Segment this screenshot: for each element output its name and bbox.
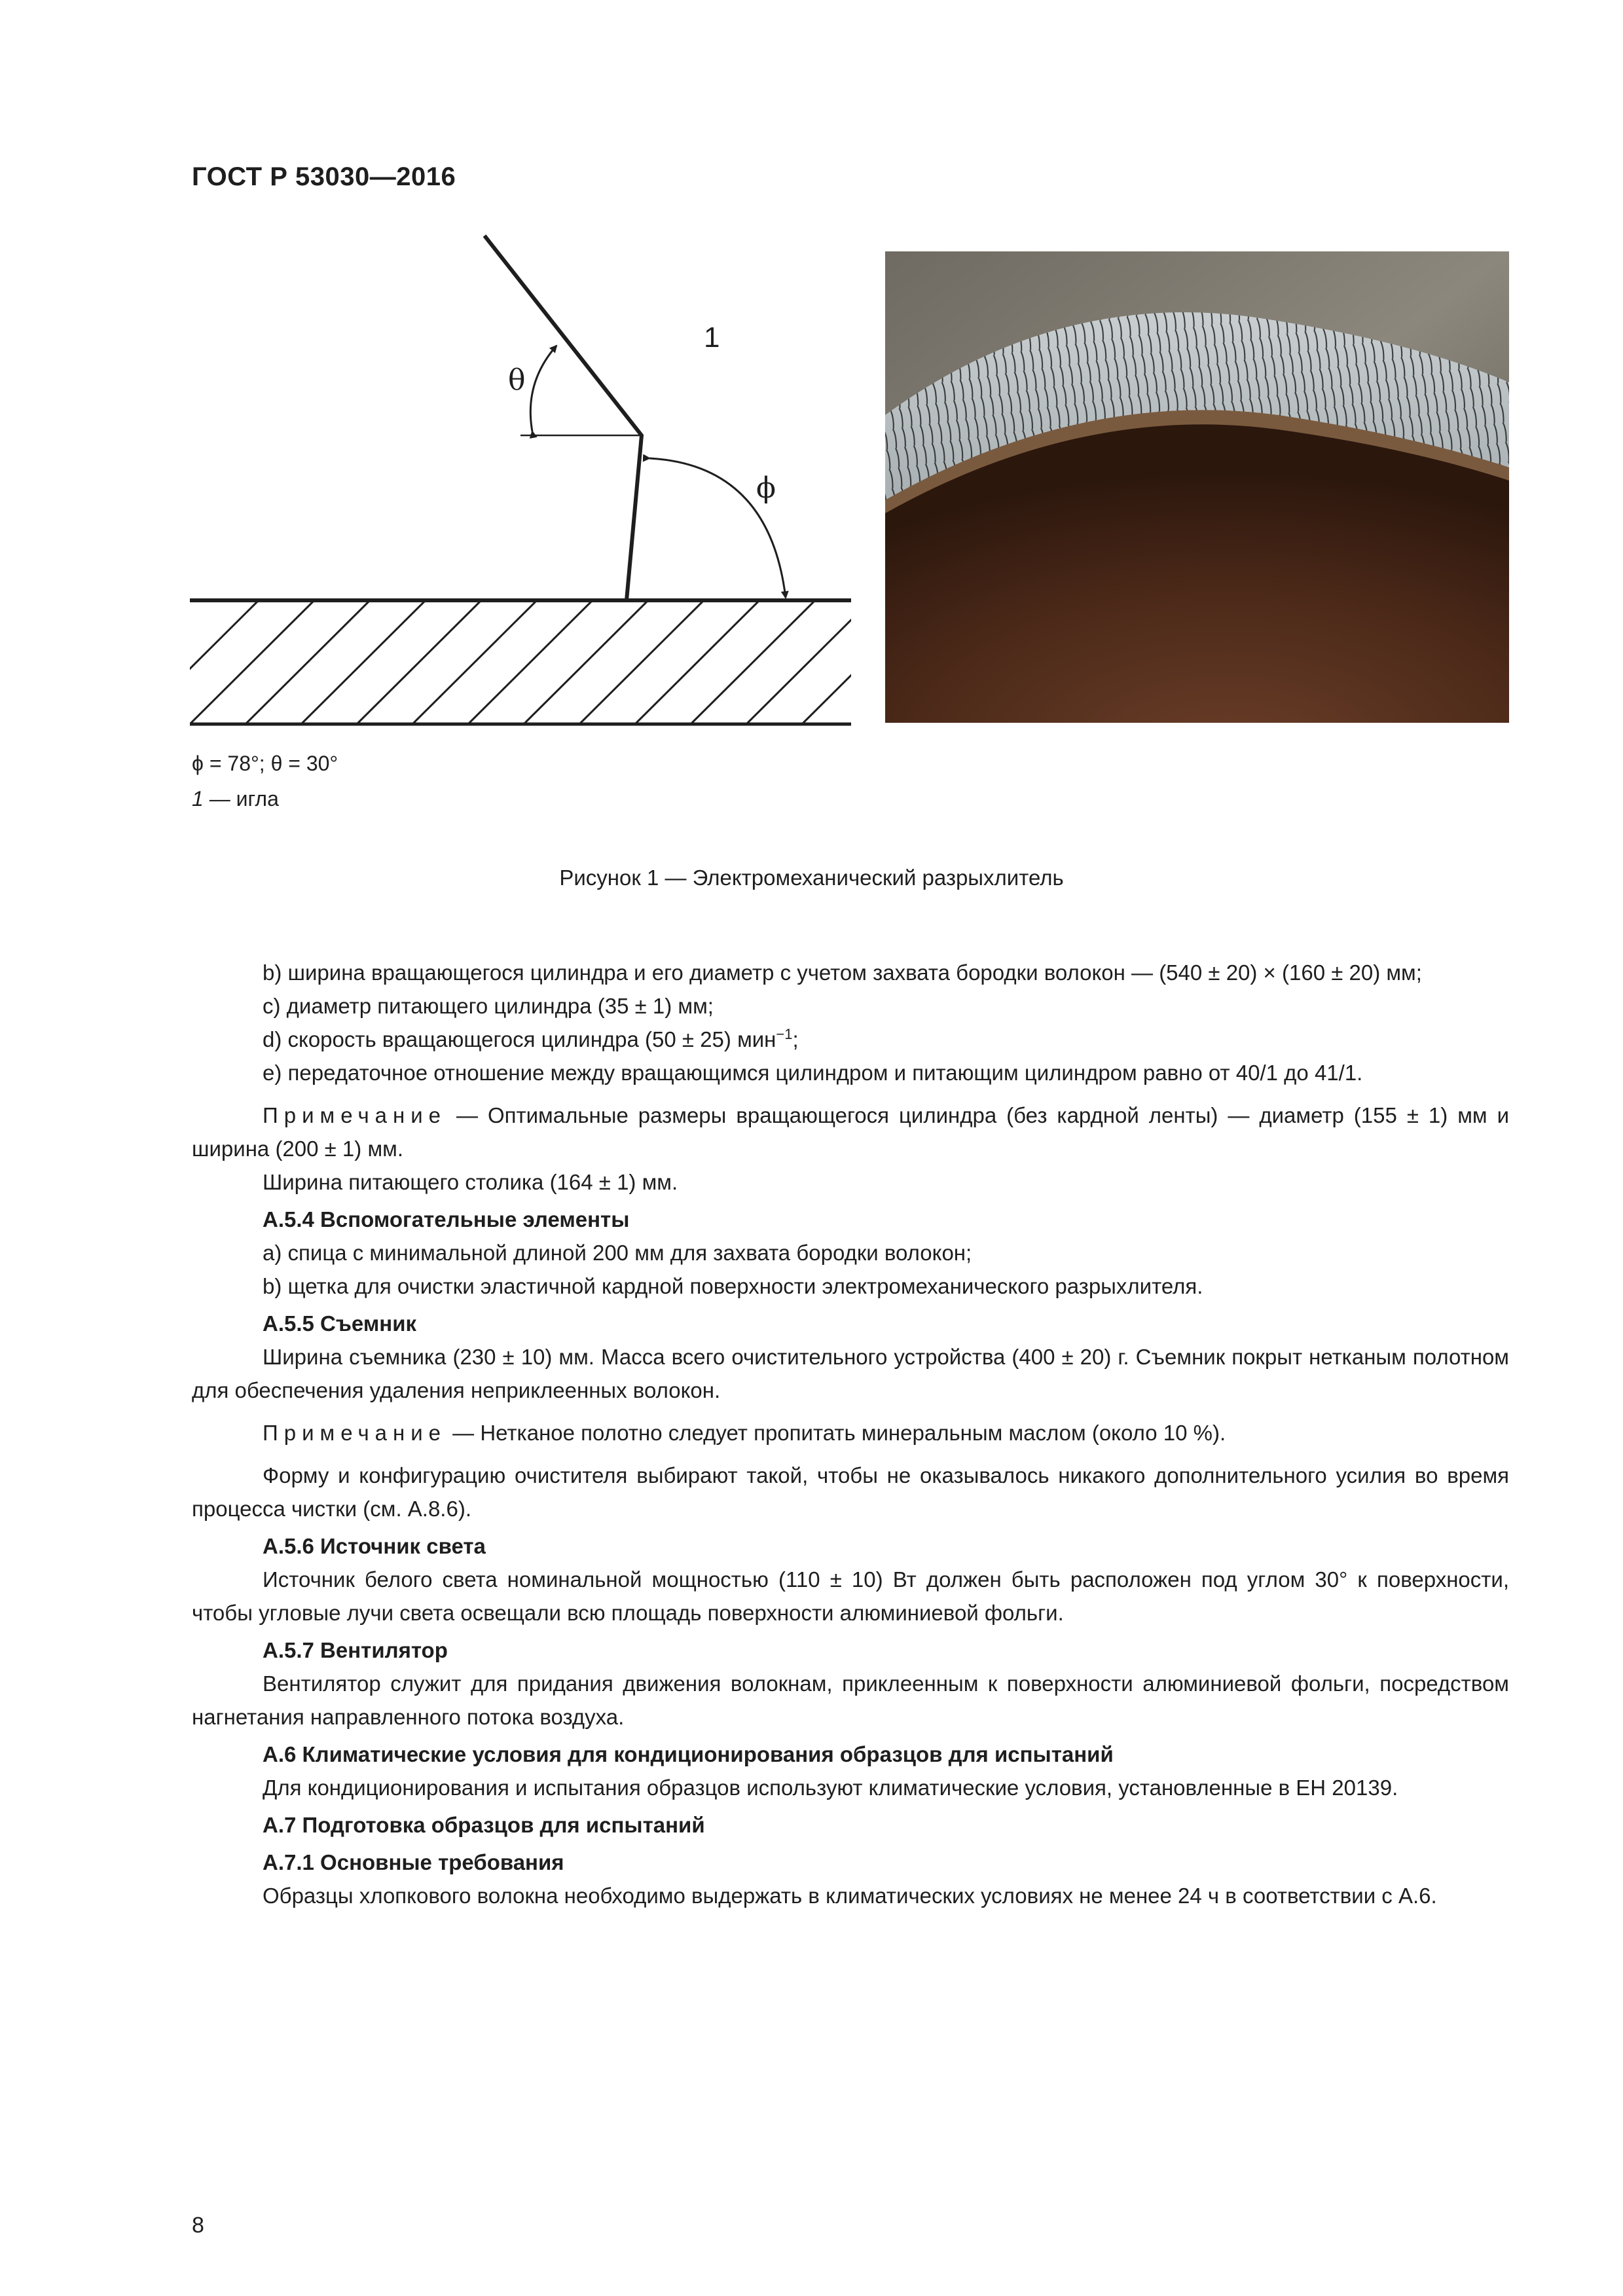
item-a54-a: a) спица с минимальной длиной 200 мм для захвата бородки волокон; — [263, 1241, 972, 1265]
label-theta: θ — [508, 363, 526, 397]
para-a55-2: Форму и конфигурацию очистителя выбирают такой, чтобы не оказывалось никакого дополнительного усилия во время процесса чистки (см. А.8.6). — [192, 1463, 1509, 1521]
item-b: b) ширина вращающегося цилиндра и его диаметр с учетом захвата бородки волокон — (540 ± 20) × (160 ± 20) мм; — [263, 960, 1422, 985]
figure-formula: ϕ = 78°; θ = 30° — [192, 752, 338, 775]
note-1-text: — Оптимальные размеры вращающегося цилиндра (без кардной ленты) — диаметр (155 ± 1) мм и ширина (200 ± 1) мм. — [192, 1103, 1509, 1161]
note-2-label: Примечание — [263, 1421, 447, 1445]
para-a55: Ширина съемника (230 ± 10) мм. Масса всего очистительного устройства (400 ± 20) г. Съемник покрыт нетканым полотном для обеспечения удаления неприклеенных волокон. — [192, 1345, 1509, 1402]
theta-arc — [530, 346, 556, 431]
card-cloth-photo — [885, 251, 1509, 723]
legend-text: — игла — [203, 787, 279, 811]
note-1-table: Ширина питающего столика (164 ± 1) мм. — [263, 1170, 678, 1194]
item-e: e) передаточное отношение между вращающимся цилиндром и питающим цилиндром равно от 40/1 до 41/1. — [263, 1061, 1363, 1085]
item-c: c) диаметр питающего цилиндра (35 ± 1) мм; — [263, 994, 714, 1018]
document-header: ГОСТ Р 53030—2016 — [192, 162, 456, 191]
para-a57: Вентилятор служит для придания движения волокнам, приклеенным к поверхности алюминиевой фольги, посредством нагнетания направленного потока воздуха. — [192, 1671, 1509, 1729]
surface-hatching — [183, 600, 858, 724]
page-number: 8 — [192, 2213, 204, 2238]
document-body — [192, 956, 1509, 1912]
item-d-sup: −1 — [776, 1026, 793, 1042]
label-phi: ϕ — [756, 471, 776, 505]
para-a56: Источник белого света номинальной мощностью (110 ± 10) Вт должен быть расположен под углом 30° к поверхности, чтобы угловые лучи света освещали всю площадь поверхности алюминиевой фольги. — [192, 1567, 1509, 1625]
heading-a56: А.5.6 Источник света — [263, 1534, 486, 1558]
heading-a6: А.6 Климатические условия для кондиционирования образцов для испытаний — [263, 1742, 1114, 1766]
needle-shape — [484, 236, 642, 600]
label-needle: 1 — [704, 321, 720, 354]
figure-caption: Рисунок 1 — Электромеханический разрыхлитель — [559, 866, 1064, 890]
para-a71: Образцы хлопкового волокна необходимо выдержать в климатических условиях не менее 24 ч в соответствии с А.6. — [263, 1884, 1437, 1908]
note-2-text: — Нетканое полотно следует пропитать минеральным маслом (около 10 %). — [447, 1421, 1226, 1445]
item-d-text: d) скорость вращающегося цилиндра (50 ± 25) мин — [263, 1027, 776, 1051]
item-d — [192, 1023, 1509, 1056]
heading-a54: А.5.4 Вспомогательные элементы — [263, 1207, 630, 1231]
heading-a55: А.5.5 Съемник — [263, 1311, 416, 1336]
legend-number: 1 — [192, 787, 204, 811]
needle-angle-diagram — [183, 229, 858, 733]
heading-a57: А.5.7 Вентилятор — [263, 1638, 448, 1662]
item-d-end: ; — [792, 1027, 799, 1051]
heading-a71: А.7.1 Основные требования — [263, 1850, 564, 1874]
note-2 — [192, 1416, 1509, 1449]
para-a6: Для кондиционирования и испытания образцов используют климатические условия, установленные в ЕН 20139. — [263, 1776, 1398, 1800]
heading-a7: А.7 Подготовка образцов для испытаний — [263, 1813, 705, 1837]
note-1 — [192, 1099, 1509, 1165]
note-1-label: Примечание — [263, 1103, 447, 1127]
figure-legend — [192, 787, 279, 811]
item-a54-b: b) щетка для очистки эластичной кардной поверхности электромеханического разрыхлителя. — [263, 1274, 1203, 1298]
